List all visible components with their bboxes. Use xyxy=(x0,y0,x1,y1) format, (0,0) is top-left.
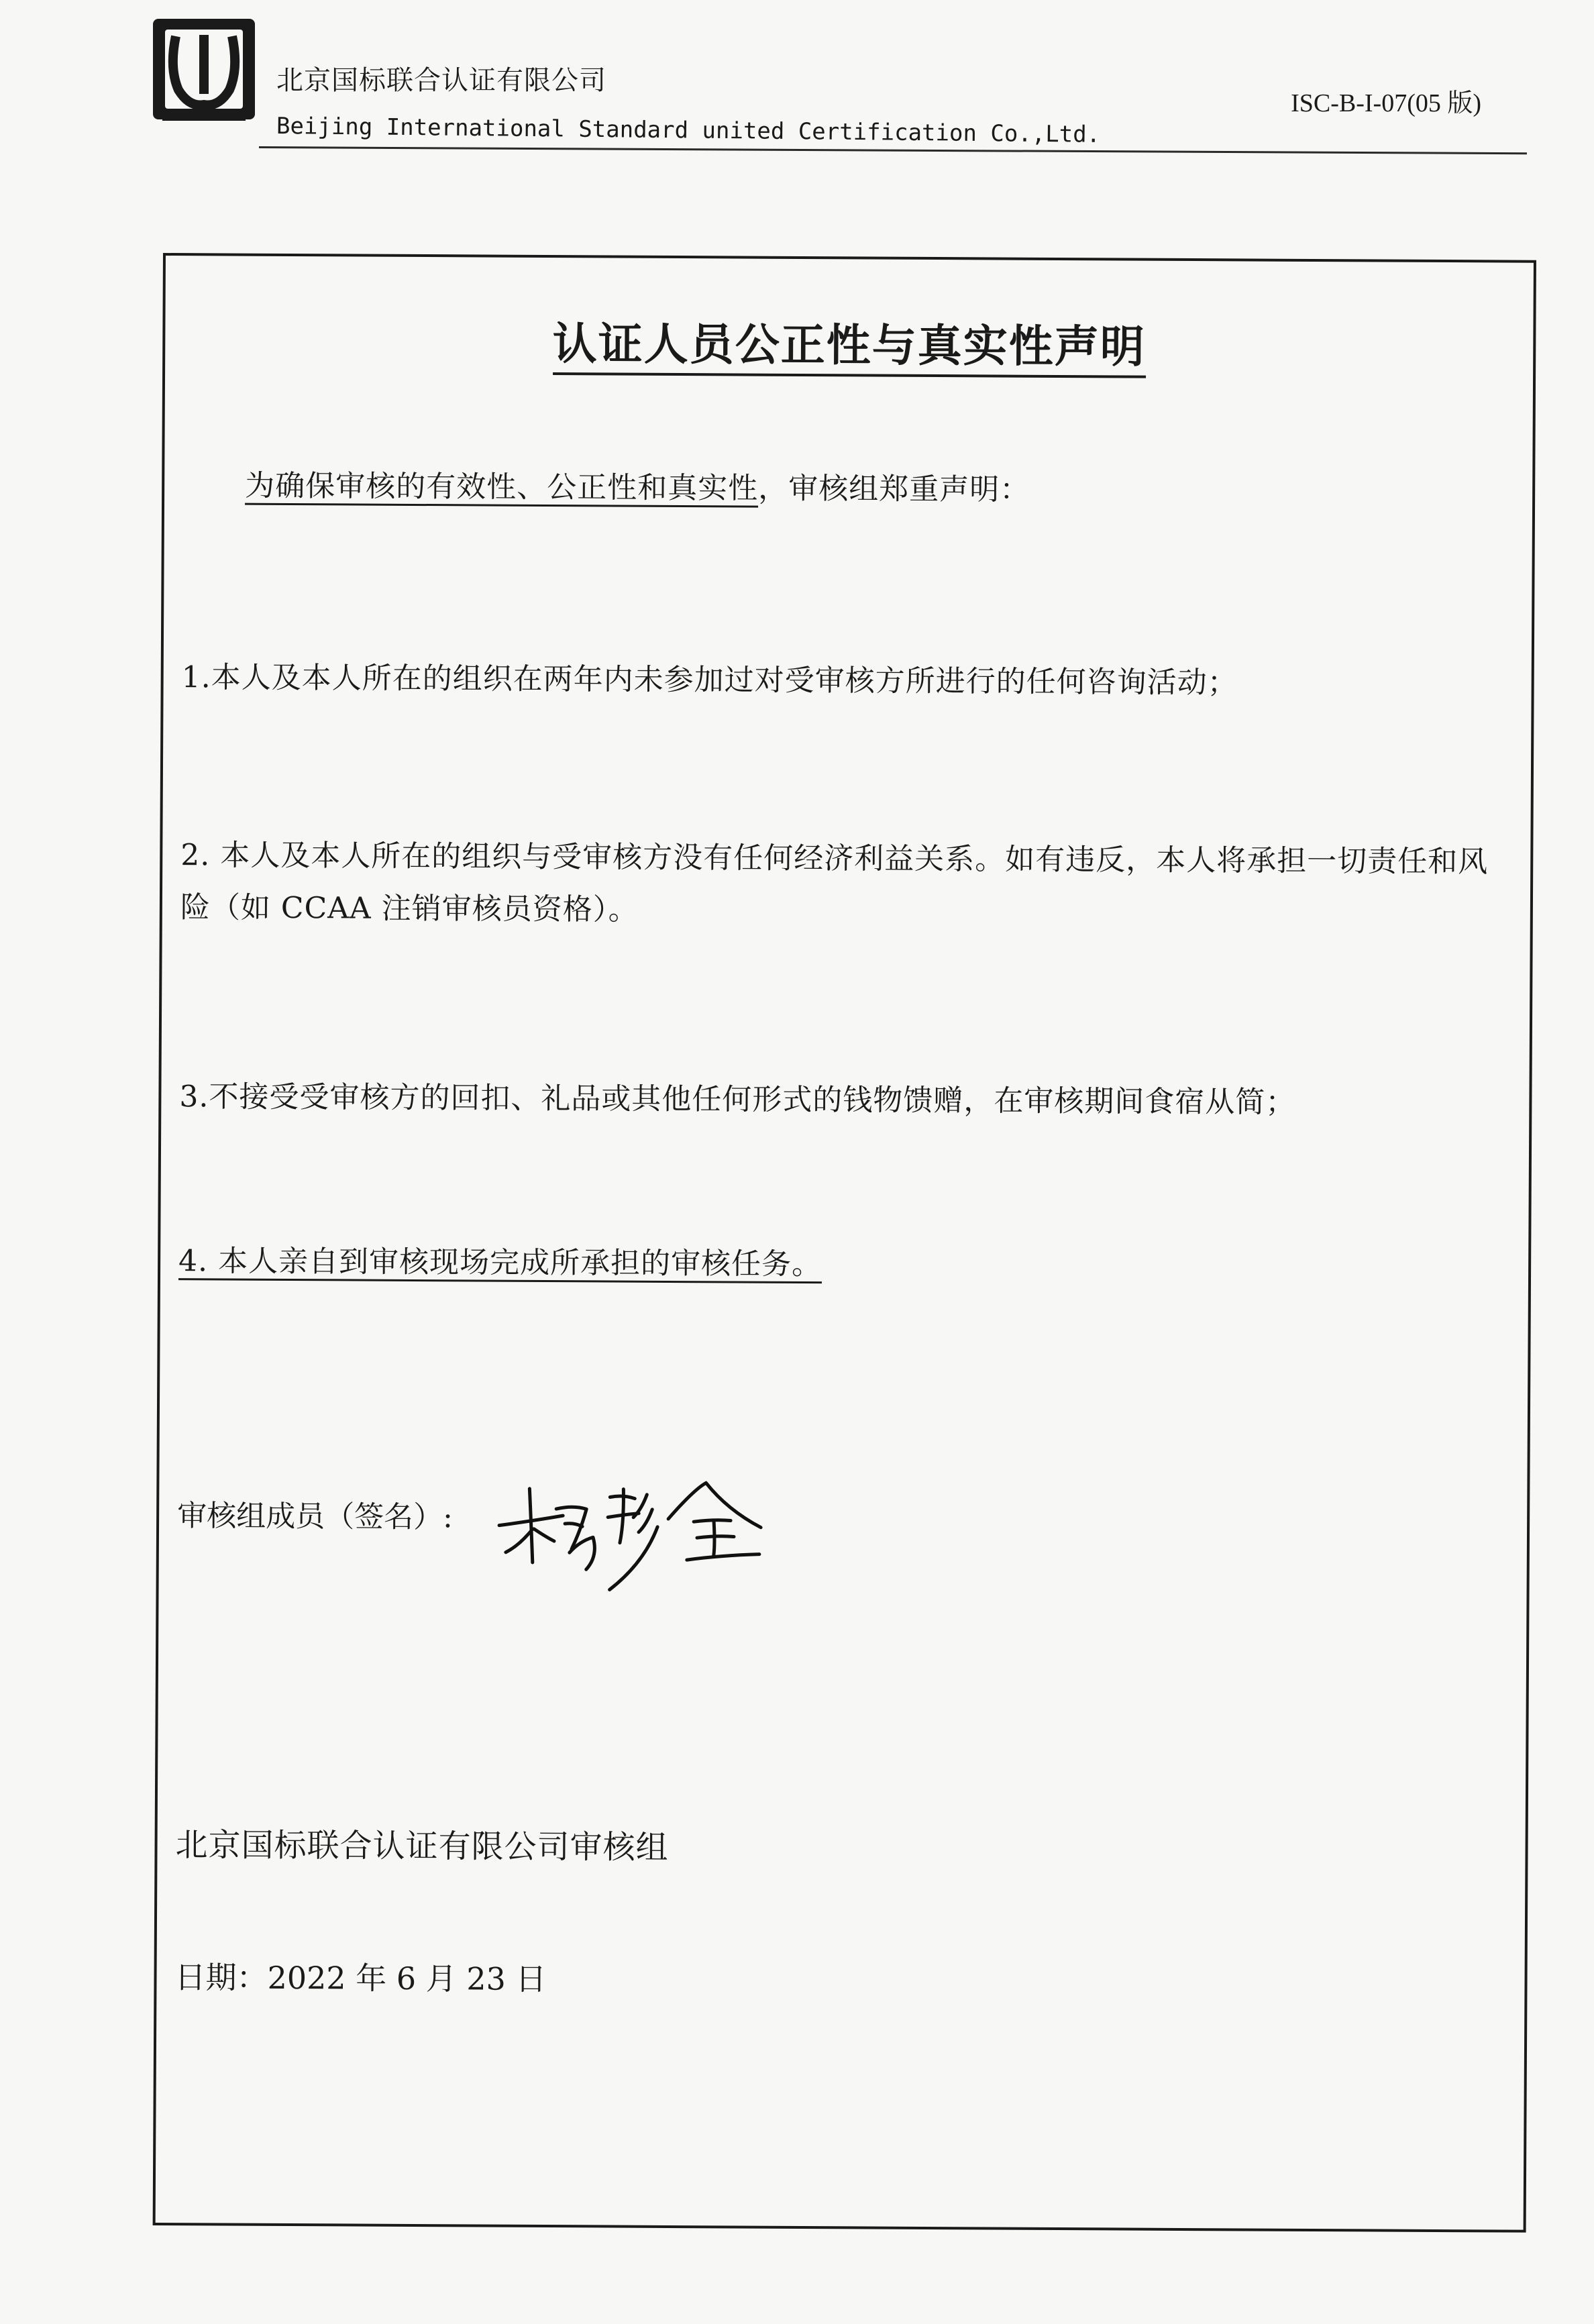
header-divider xyxy=(259,146,1527,154)
declaration-item-2: 2. 本人及本人所在的组织与受审核方没有任何经济利益关系。如有违反，本人将承担一切责任和风险（如 CCAA 注销审核员资格）。 xyxy=(180,838,1489,927)
signature-row xyxy=(177,1490,453,1544)
company-logo-icon xyxy=(149,15,259,136)
document-title: 认证人员公正性与真实性声明 xyxy=(165,306,1533,377)
declaration-item-4: 4. 本人亲自到审核现场完成所承担的审核任务。 xyxy=(178,1235,1515,1294)
handwritten-signature xyxy=(492,1462,775,1597)
intro-paragraph xyxy=(245,460,1519,519)
company-name-en: Beijing International Standard united Certification Co.,Ltd. xyxy=(276,113,1101,148)
intro-rest-text: ，审核组郑重声明： xyxy=(758,471,1030,507)
company-name-cn: 北京国标联合认证有限公司 xyxy=(276,65,606,96)
declaration-item-3: 3.不接受受审核方的回扣、礼品或其他任何形式的钱物馈赠，在审核期间食宿从简； xyxy=(179,1079,1296,1120)
declaration-frame xyxy=(153,253,1536,2233)
signature-label: 审核组成员（签名）: xyxy=(177,1499,454,1535)
intro-underlined-text: 为确保审核的有效性、公正性和真实性 xyxy=(245,469,758,508)
auditing-team-name: 北京国标联合认证有限公司审核组 xyxy=(175,1826,669,1866)
declaration-date: 日期：2022 年 6 月 23 日 xyxy=(174,1959,547,1998)
document-code: ISC-B-I-07(05 版) xyxy=(1291,89,1481,117)
declaration-item-1: 1.本人及本人所在的组织在两年内未参加过对受审核方所进行的任何咨询活动； xyxy=(181,660,1238,700)
